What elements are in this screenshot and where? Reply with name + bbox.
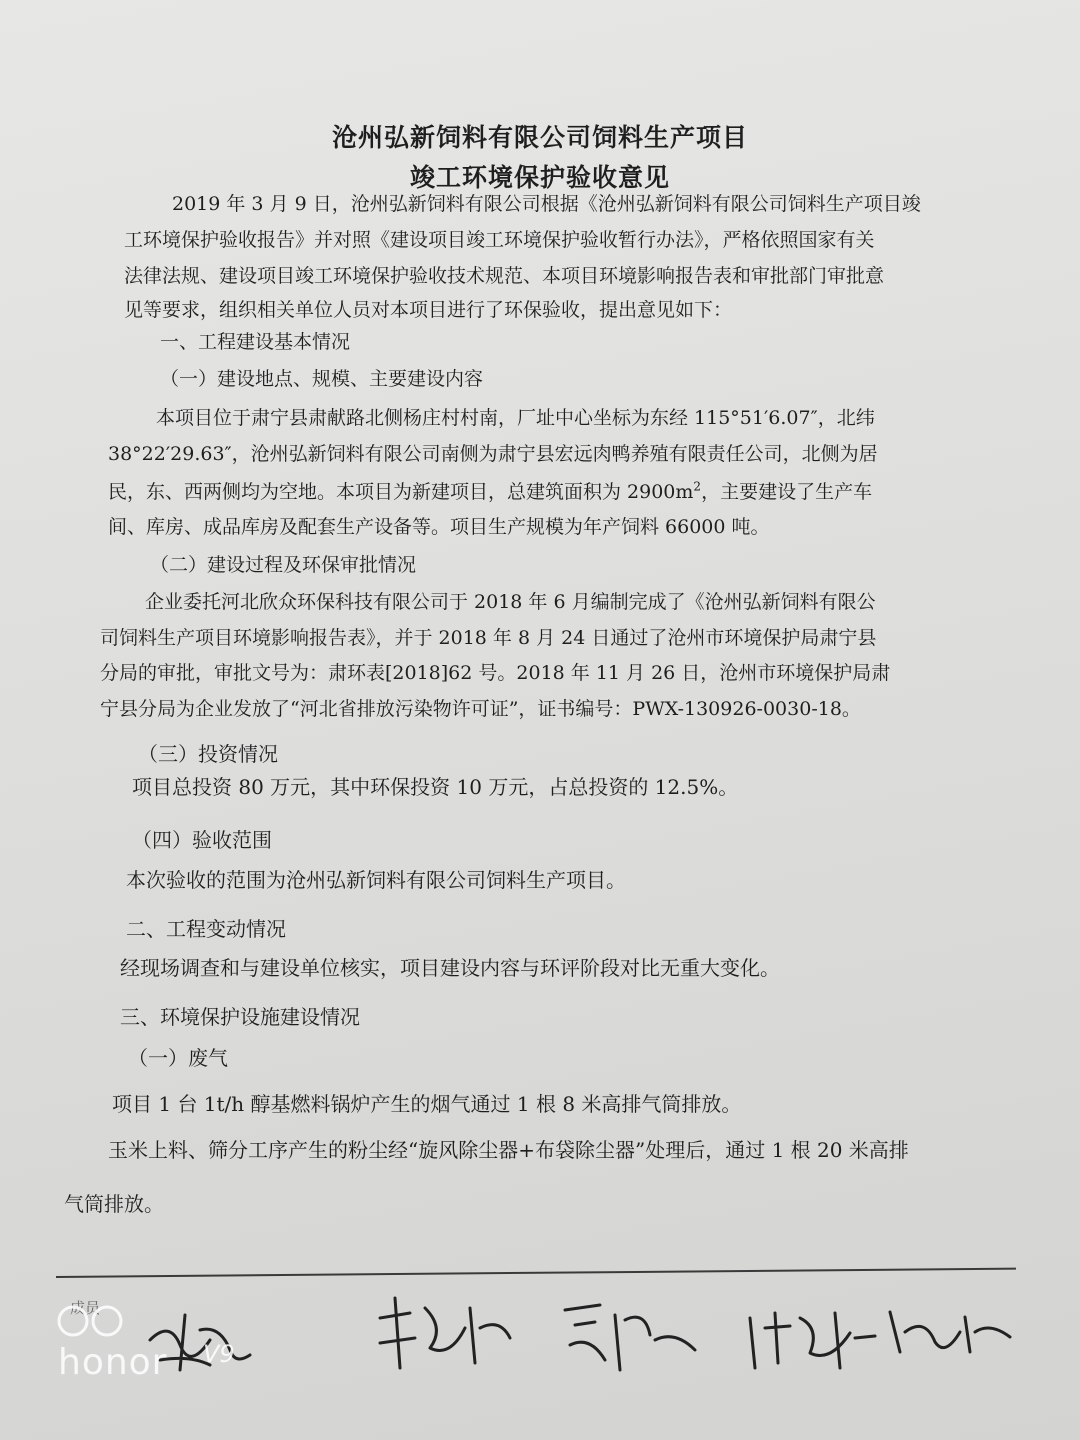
sub3-body: 项目总投资 80 万元，其中环保投资 10 万元，占总投资的 12.5%。 <box>132 775 739 799</box>
document-title-line1: 沧州弘新饲料有限公司饲料生产项目 <box>331 123 748 152</box>
section1-heading: 一、工程建设基本情况 <box>160 331 351 353</box>
sub1-body-line: 民，东、西两侧均为空地。本项目为新建项目，总建筑面积为 $2900m^2$，主要建设了生产车 <box>108 479 873 503</box>
intro-line: 法律法规、建设项目竣工环境保护验收技术规范、本项目环境影响报告表和审批部门审批意 <box>124 265 885 287</box>
sub2-heading: （二）建设过程及环保审批情况 <box>150 554 417 576</box>
signature-3 <box>555 1290 705 1380</box>
sub3-1-body-line: 气筒排放。 <box>64 1192 164 1216</box>
signature-divider <box>56 1268 1016 1278</box>
intro-line: 见等要求，组织相关单位人员对本项目进行了环保验收，提出意见如下： <box>124 299 733 321</box>
sub2-body-line: 司饲料生产项目环境影响报告表》，并于 2018 年 8 月 24 日通过了沧州市环境保护局肃宁县 <box>100 627 877 649</box>
signature-5 <box>880 1292 1020 1372</box>
honor-logo-icon <box>56 1304 126 1338</box>
section3-heading: 三、环境保护设施建设情况 <box>120 1005 360 1029</box>
sub3-1-heading: （一）废气 <box>128 1046 228 1070</box>
sub4-heading: （四）验收范围 <box>132 828 272 852</box>
sub2-body-line: 企业委托河北欣众环保科技有限公司于 2018 年 6 月编制完成了《沧州弘新饲料有限公 <box>145 591 876 613</box>
sub3-heading: （三）投资情况 <box>138 742 278 766</box>
sub2-body-line: 分局的审批，审批文号为：肃环表[2018]62 号。2018 年 11 月 26 日，沧州市环境保护局肃 <box>100 662 891 684</box>
signatures-label: 成员 <box>70 1299 101 1317</box>
intro-line: 2019 年 3 月 9 日，沧州弘新饲料有限公司根据《沧州弘新饲料有限公司饲料生产项目竣 <box>172 193 921 215</box>
signature-2 <box>370 1288 520 1378</box>
sub3-1-body-line: 玉米上料、筛分工序产生的粉尘经“旋风除尘器+布袋除尘器”处理后，通过 1 根 20 米高排 <box>108 1138 909 1162</box>
watermark-model: V9 <box>203 1340 235 1368</box>
sub2-body-line: 宁县分局为企业发放了“河北省排放污染物许可证”，证书编号：PWX-130926-0030-18。 <box>100 698 861 720</box>
section2-body: 经现场调查和与建设单位核实，项目建设内容与环评阶段对比无重大变化。 <box>120 956 780 980</box>
sub1-heading: （一）建设地点、规模、主要建设内容 <box>160 368 484 390</box>
intro-line: 工环境保护验收报告》并对照《建设项目竣工环境保护验收暂行办法》，严格依照国家有关 <box>124 229 875 251</box>
section2-heading: 二、工程变动情况 <box>126 917 286 941</box>
watermark-brand: honor <box>58 1342 168 1383</box>
sub1-body-line: 本项目位于肃宁县肃献路北侧杨庄村村南，厂址中心坐标为东经 115°51′6.07″，北纬 <box>156 407 875 429</box>
signature-4 <box>740 1298 880 1378</box>
document-title-line2: 竣工环境保护验收意见 <box>409 163 670 192</box>
sub1-body-line: 38°22′29.63″，沧州弘新饲料有限公司南侧为肃宁县宏远肉鸭养殖有限责任公司，北侧为居 <box>108 443 878 465</box>
sub1-body-line: 间、库房、成品库房及配套生产设备等。项目生产规模为年产饲料 66000 吨。 <box>108 516 770 538</box>
sub4-body: 本次验收的范围为沧州弘新饲料有限公司饲料生产项目。 <box>126 868 626 892</box>
sub3-1-body-line: 项目 1 台 1t/h 醇基燃料锅炉产生的烟气通过 1 根 8 米高排气筒排放。 <box>112 1092 742 1116</box>
